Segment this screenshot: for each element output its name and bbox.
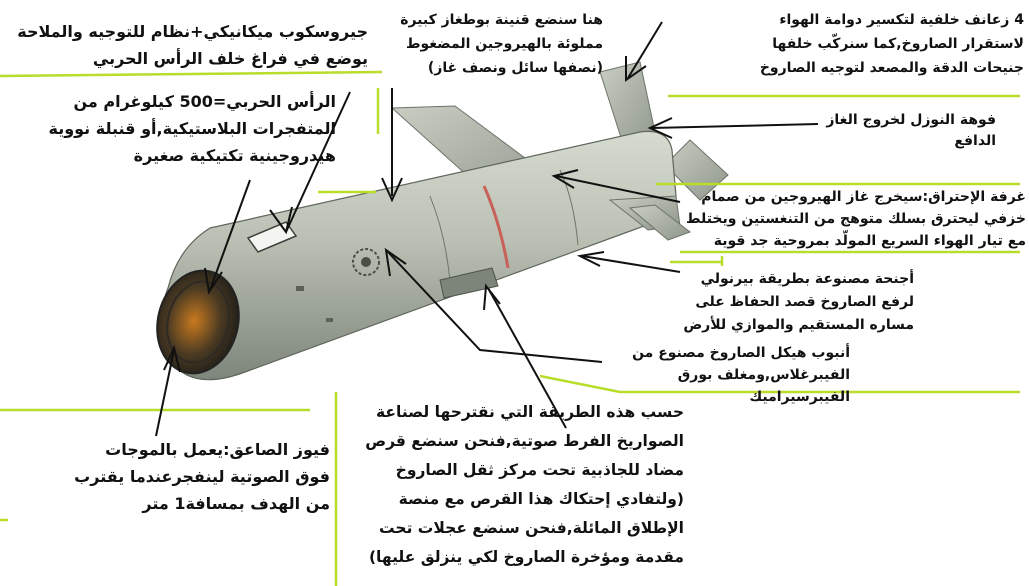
annotation-combustion-chamber: غرفة الإحتراق:سيخرج غاز الهيروجين من صمام خزفي ليحترق بسلك متوهج من التنغستين ويختلط مع تيار الهواء السريع المولّد بمروحية جد قوية — [686, 189, 1026, 249]
annotation-fuse: فيوز الصاعق:يعمل بالموجات فوق الصوتية لينفجرعندما يقترب من الهدف بمسافة1 متر — [74, 440, 330, 513]
annotation-nozzle: فوهة النوزل لخروج الغاز الدافع — [826, 112, 996, 149]
annotation-body-tube: أنبوب هيكل الصاروخ مصنوع من الفيبرغلاس,ومغلف بورق الفيبرسيراميك — [632, 345, 850, 405]
annotation-hydrogen-tank: هنا سنضع قنينة بوطغاز كبيرة مملوئة بالهيروجين المضغوط (نصفها سائل ونصف غاز) — [400, 12, 603, 76]
annotation-gyroscope: جيروسكوب ميكانيكي+نظام للتوجيه والملاحة يوضع في فراغ خلف الرأس الحربي — [17, 22, 368, 68]
annotation-wings: أجنحة مصنوعة بطريقة بيرنولي لرفع الصاروخ قصد الحفاظ على مساره المستقيم والموازي للأرض — [683, 271, 914, 333]
annotation-method: حسب هذه الطريقة التي نقترحها لصناعة الصواريخ الفرط صوتية,فنحن سنضع قرص مضاد للجاذبية تحت مركز ثقل الصاروخ (ولتفادي إحتكاك هذا القرص مع منصة الإطلاق المائلة,فنحن سنضع عجلات تحت مقدمة ومؤخرة الصاروخ لكي ينزلق عليها) — [365, 403, 684, 566]
annotation-rear-fins: 4 زعانف خلفية لتكسير دوامة الهواء لاستقرار الصاروخ,كما سنركّب خلفها جنيحات الدقة والمصعد لتوجيه الصاروخ — [759, 12, 1024, 76]
annotation-warhead: الرأس الحربي=500 كيلوغرام من المتفجرات البلاستيكية,أو قنبلة نووية هيدروجينية تكتيكية صغيرة — [48, 92, 336, 165]
